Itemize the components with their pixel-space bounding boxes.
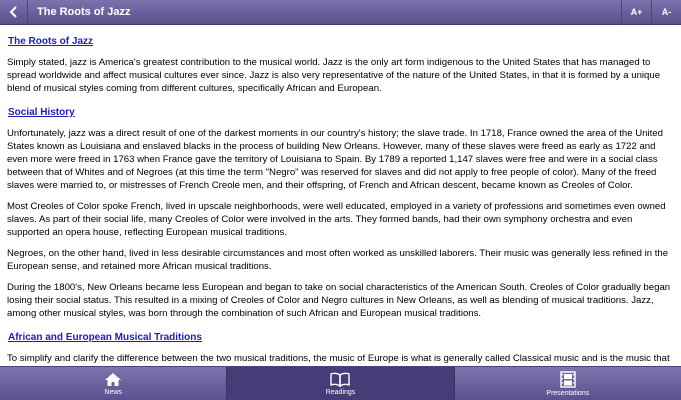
tab-label: Readings [325,388,356,396]
tab-label: Presentations [546,389,590,397]
paragraph: Unfortunately, jazz was a direct result of one of the darkest moments in our country's history; the slave trade. In 1718, France owned the area of the United States known as Louisiana and enslaved blacks in the process of building New Orleans. However, many of these slaves were freed as early as 1722 and even more were freed in 1763 when France gave the territory of Louisiana to Spain. By 1789 a reported 1,147 slaves were free and were in a social class between that of Whites and of Negroes (at this time the term "Negro" was reserved for slaves and did not apply to free people of color). Many of the freed slaves were married to, or mistresses of French Creole men, and their offspring, of French and African descent, became known as Creoles of Color. [7,128,663,191]
paragraph: Simply stated, jazz is America's greatest contribution to the musical world. Jazz is the only art form indigenous to the United States that has managed to spread worldwide and affect musical cultures ever since. Jazz is also very representative of the nature of the United States, in that it is formed by a unique blend of musical styles coming from different cultures, specifically African and European. [7,57,661,94]
font-increase-button[interactable]: A+ [621,0,651,25]
book-icon [330,372,350,387]
paragraph: During the 1800's, New Orleans became less European and began to take on social characteristics of the American South. Creoles of Color gradually began losing their social status. This resulted in a mixing of Creoles of Color and Negro cultures in New Orleans, as well as blending of musical traditions. Jazz, among other musical styles, was born through the combination of such African and European musical traditions. [7,282,671,319]
section-heading: Social History [8,107,75,118]
film-icon [560,371,576,388]
section-social-history [7,103,674,320]
section-heading: The Roots of Jazz [8,36,94,47]
back-button[interactable] [0,0,28,25]
paragraph: Most Creoles of Color spoke French, lived in upscale neighborhoods, were well educated, employed in a variety of professions and sometimes even owned slaves. As part of their social life, many Creoles of Color were involved in the arts. They formed bands, had their own symphony orchestra and even supported an opera house, reflecting European musical traditions. [7,201,666,238]
tab-presentations[interactable] [455,367,681,400]
paragraph: Negroes, on the other hand, lived in less desirable circumstances and most often worked as unskilled laborers. Their music was generally less refined in the European sense, and retained more African musical traditions. [7,248,669,272]
bottom-tab-bar [0,366,681,400]
home-icon [104,372,122,387]
tab-news[interactable] [0,367,226,400]
tab-label: News [104,388,122,396]
tab-readings[interactable] [226,367,454,400]
paragraph: To simplify and clarify the difference between the two musical traditions, the music of Europe is what is generally called Classical music and is the music that [7,353,670,364]
article-content[interactable] [0,26,681,366]
section-roots [7,32,674,95]
header-bar [0,0,681,25]
page-title: The Roots of Jazz [37,6,131,18]
chevron-left-icon [9,6,19,18]
section-heading: African and European Musical Traditions [8,332,202,343]
font-decrease-button[interactable]: A- [651,0,681,25]
